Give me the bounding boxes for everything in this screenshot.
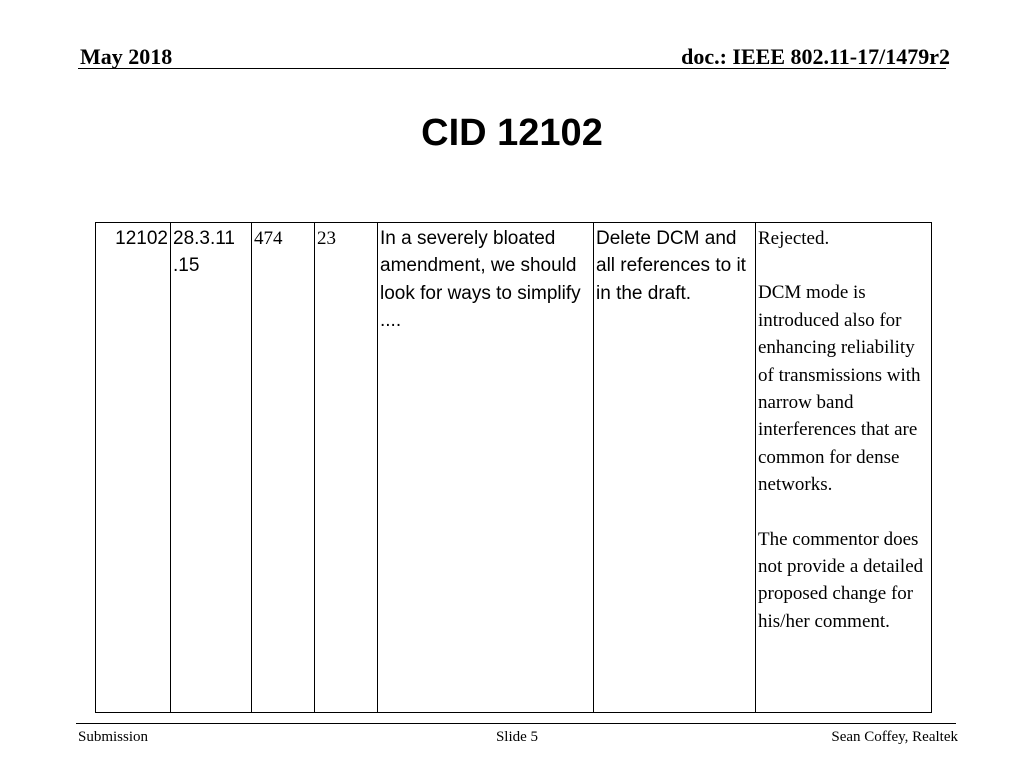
slide-title: CID 12102 <box>421 112 603 154</box>
resolution-paragraph-1: DCM mode is introduced also for enhancing reliability of transmissions with narrow band interferences that are common for dense networks. <box>758 282 921 496</box>
footer-slide-number: Slide 5 <box>495 729 539 745</box>
clause-cell: 28.3.11 .15 <box>171 223 252 713</box>
proposed-change-cell: Delete DCM and all references to it in the draft. <box>594 223 756 713</box>
header-date: May 2018 <box>80 44 173 69</box>
footer-submission: Submission <box>78 729 149 745</box>
resolution-paragraph-2: The commentor does not provide a detailed proposed change for his/her comment. <box>758 528 924 632</box>
page-cell: 474 <box>252 223 315 713</box>
resolution-status: Rejected. <box>758 228 830 249</box>
header-doc-id: doc.: IEEE 802.11-17/1479r2 <box>681 44 950 69</box>
header-rule <box>78 68 946 69</box>
cid-cell: 12102 <box>96 223 171 713</box>
comment-table <box>95 222 932 713</box>
footer-rule <box>76 723 956 724</box>
table-row <box>96 223 932 713</box>
comment-cell: In a severely bloated amendment, we should look for ways to simplify .... <box>378 223 594 713</box>
footer-author: Sean Coffey, Realtek <box>831 729 958 745</box>
line-cell: 23 <box>315 223 378 713</box>
resolution-cell <box>756 223 932 713</box>
